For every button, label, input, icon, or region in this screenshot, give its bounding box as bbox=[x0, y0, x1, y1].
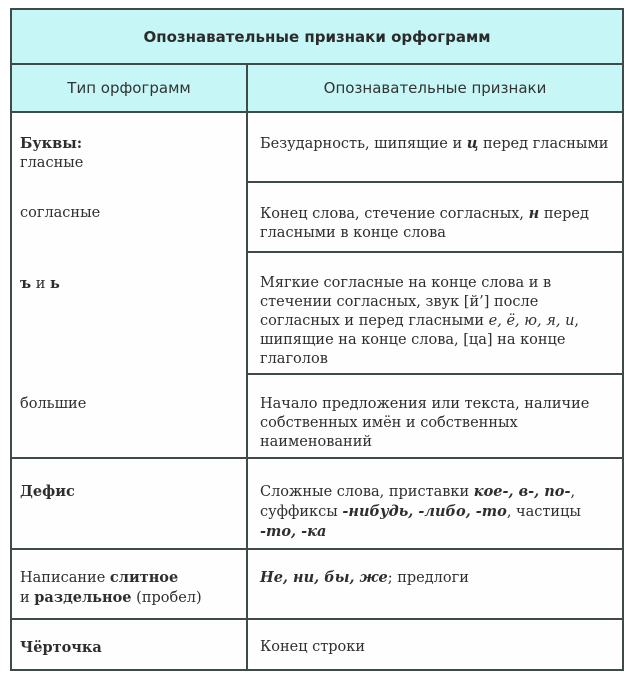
particles: -то, -ка bbox=[260, 523, 327, 540]
hyphen-label: Дефис bbox=[20, 483, 75, 500]
row-divider bbox=[248, 373, 622, 375]
row-signs-type bbox=[20, 274, 240, 294]
sign-letter: н bbox=[528, 205, 540, 222]
letters-heading: Буквы: bbox=[20, 135, 83, 152]
column-divider bbox=[246, 65, 248, 669]
row-hyphen-signs bbox=[260, 482, 615, 542]
row-consonants-type: согласные bbox=[20, 205, 101, 221]
type-text: и bbox=[20, 590, 35, 606]
sign-text: Безударность, шипящие и bbox=[260, 136, 467, 152]
sign-text: Мягкие согласные на конце слова и в стечении согласных, звук [й’] после согласных и перед гласными bbox=[260, 275, 552, 329]
row-divider bbox=[248, 181, 622, 183]
row-consonants-signs bbox=[260, 204, 615, 243]
header-signs: Опознавательные признаки bbox=[323, 79, 547, 97]
sign-text: ; предлоги bbox=[387, 570, 469, 586]
sign-text: Конец слова, стечение согласных, bbox=[260, 206, 529, 222]
row-capitals-type: большие bbox=[20, 396, 87, 412]
row-dash-signs: Конец строки bbox=[260, 639, 366, 655]
vowels-label: гласные bbox=[20, 155, 84, 171]
soft-sign: ь bbox=[50, 275, 60, 292]
row-vowels-type bbox=[20, 134, 240, 173]
sign-text: перед гласными bbox=[478, 136, 609, 152]
separate-label: раздельное bbox=[34, 589, 132, 606]
sign-text: , шипящие на конце слова, [ца] на конце глаголов bbox=[260, 313, 580, 367]
row-divider bbox=[12, 618, 622, 620]
hard-sign: ъ bbox=[20, 275, 32, 292]
row-dash-type bbox=[20, 638, 240, 658]
row-spacing-signs bbox=[260, 568, 615, 588]
suffixes: -нибудь, -либо, -то bbox=[342, 503, 507, 520]
sign-letter: ц bbox=[466, 135, 479, 152]
sign-text: , суффиксы bbox=[260, 484, 576, 520]
joined-label: слитное bbox=[109, 569, 179, 586]
particles: Не, ни, бы, же bbox=[260, 569, 388, 586]
row-hyphen-type bbox=[20, 482, 240, 502]
sign-text: , частицы bbox=[506, 504, 581, 520]
row-divider bbox=[248, 251, 622, 253]
row-signs-signs bbox=[260, 274, 615, 369]
type-text: (пробел) bbox=[131, 590, 202, 606]
sign-text: Сложные слова, приставки bbox=[260, 484, 474, 500]
sign-letters: е, ё, ю, я, и bbox=[488, 313, 575, 329]
table-title: Опознавательные признаки орфограмм bbox=[12, 10, 622, 65]
conjunction: и bbox=[31, 276, 51, 292]
orthogram-signs-table bbox=[10, 8, 624, 671]
row-divider bbox=[12, 548, 622, 550]
row-divider bbox=[12, 457, 622, 459]
row-vowels-signs bbox=[260, 134, 615, 154]
header-type: Тип орфограмм bbox=[67, 79, 191, 97]
type-text: Написание bbox=[20, 570, 110, 586]
sign-text: перед гласными в конце слова bbox=[260, 206, 589, 241]
row-capitals-signs: Начало предложения или текста, наличие собственных имён и собственных наименований bbox=[260, 396, 590, 450]
prefixes: кое-, в-, по- bbox=[473, 483, 571, 500]
dash-label: Чёрточка bbox=[20, 639, 102, 656]
row-spacing-type bbox=[20, 568, 240, 608]
table-header-row bbox=[12, 65, 622, 113]
